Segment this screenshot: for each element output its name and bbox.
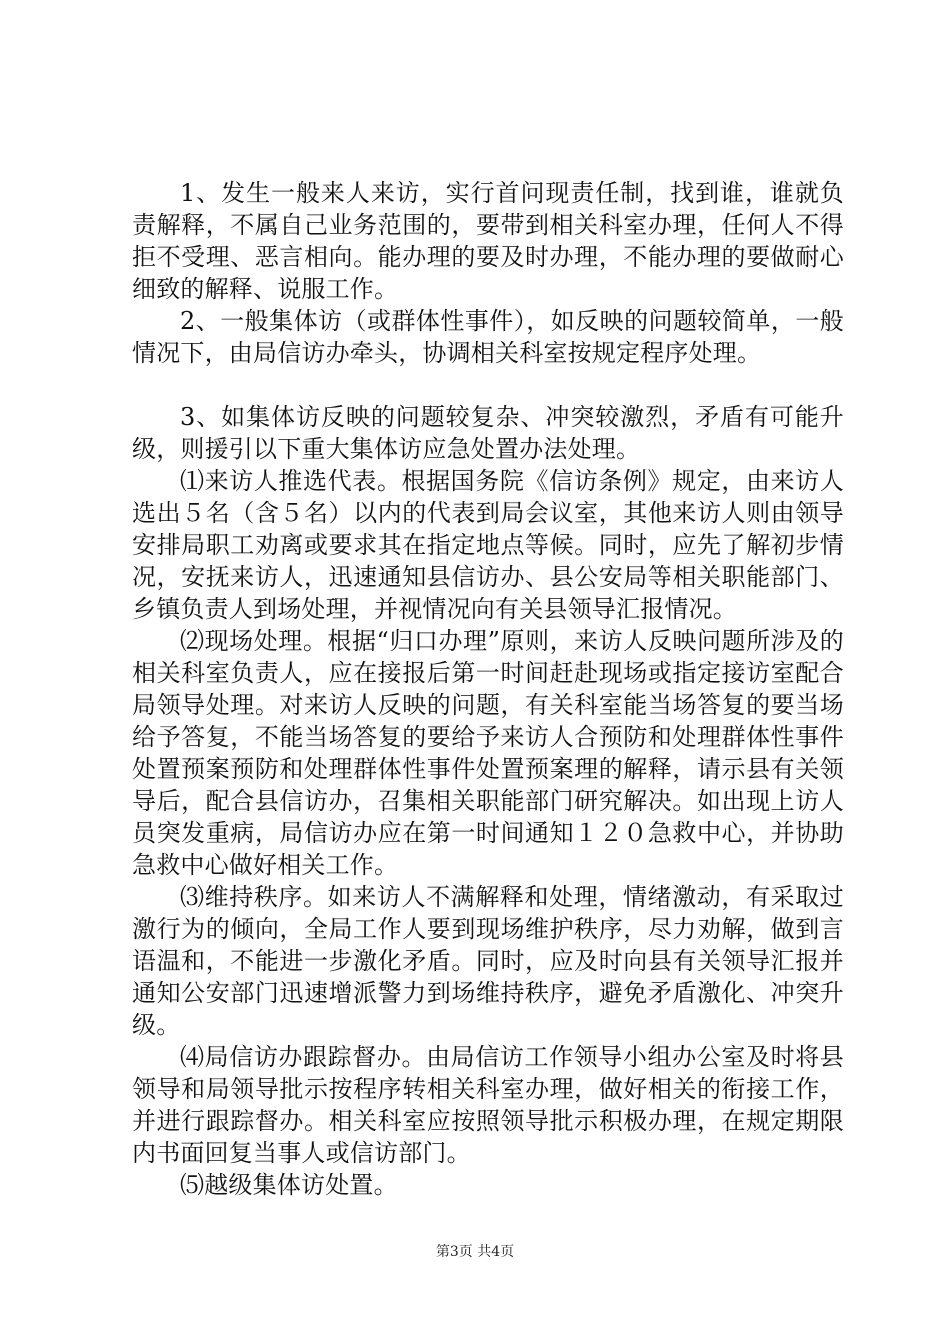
paragraph-2: 2、一般集体访（或群体性事件），如反映的问题较简单，一般情况下，由局信访办牵头，协调相关科室按规定程序处理。	[132, 307, 844, 367]
page-footer: 第3页 共4页	[435, 1244, 515, 1260]
paragraph-1: 1、发生一般来人来访，实行首问现责任制，找到谁，谁就负责解释，不属自己业务范围的，要带到相关科室办理，任何人不得拒不受理、恶言相向。能办理的要及时办理，不能办理的要做耐心细致的解释、说服工作。	[132, 179, 844, 303]
paragraph-7: ⑷局信访办跟踪督办。由局信访工作领导小组办公室及时将县领导和局领导批示按程序转相关科室办理，做好相关的衔接工作，并进行跟踪督办。相关科室应按照领导批示积极办理，在规定期限内书面回复当事人或信访部门。	[132, 1043, 844, 1167]
paragraph-6: ⑶维持秩序。如来访人不满解释和处理，情绪激动，有采取过激行为的倾向，全局工作人要到现场维护秩序，尽力劝解，做到言语温和，不能进一步激化矛盾。同时，应及时向县有关领导汇报并通知公安部门迅速增派警力到场维持秩序，避免矛盾激化、冲突升级。	[132, 883, 844, 1039]
paragraph-4: ⑴来访人推选代表。根据国务院《信访条例》规定，由来访人选出５名（含５名）以内的代表到局会议室，其他来访人则由领导安排局职工劝离或要求其在指定地点等候。同时，应先了解初步情况，安抚来访人，迅速通知县信访办、县公安局等相关职能部门、乡镇负责人到场处理，并视情况向有关县领导汇报情况。	[132, 467, 844, 623]
paragraph-spacer	[132, 369, 844, 401]
paragraph-5: ⑵现场处理。根据“归口办理”原则，来访人反映问题所涉及的相关科室负责人，应在接报后第一时间赶赴现场或指定接访室配合局领导处理。对来访人反映的问题，有关科室能当场答复的要当场给予答复，不能当场答复的要给予来访人合预防和处理群体性事件处置预案预防和处理群体性事件处置预案理的解释，请示县有关领导后，配合县信访办，召集相关职能部门研究解决。如出现上访人员突发重病，局信访办应在第一时间通知１２０急救中心，并协助急救中心做好相关工作。	[132, 627, 844, 879]
paragraph-8: ⑸越级集体访处置。	[180, 1171, 398, 1199]
document-body	[132, 177, 844, 1201]
paragraph-3: 3、如集体访反映的问题较复杂、冲突较激烈，矛盾有可能升级，则援引以下重大集体访应急处置办法处理。	[132, 403, 844, 463]
